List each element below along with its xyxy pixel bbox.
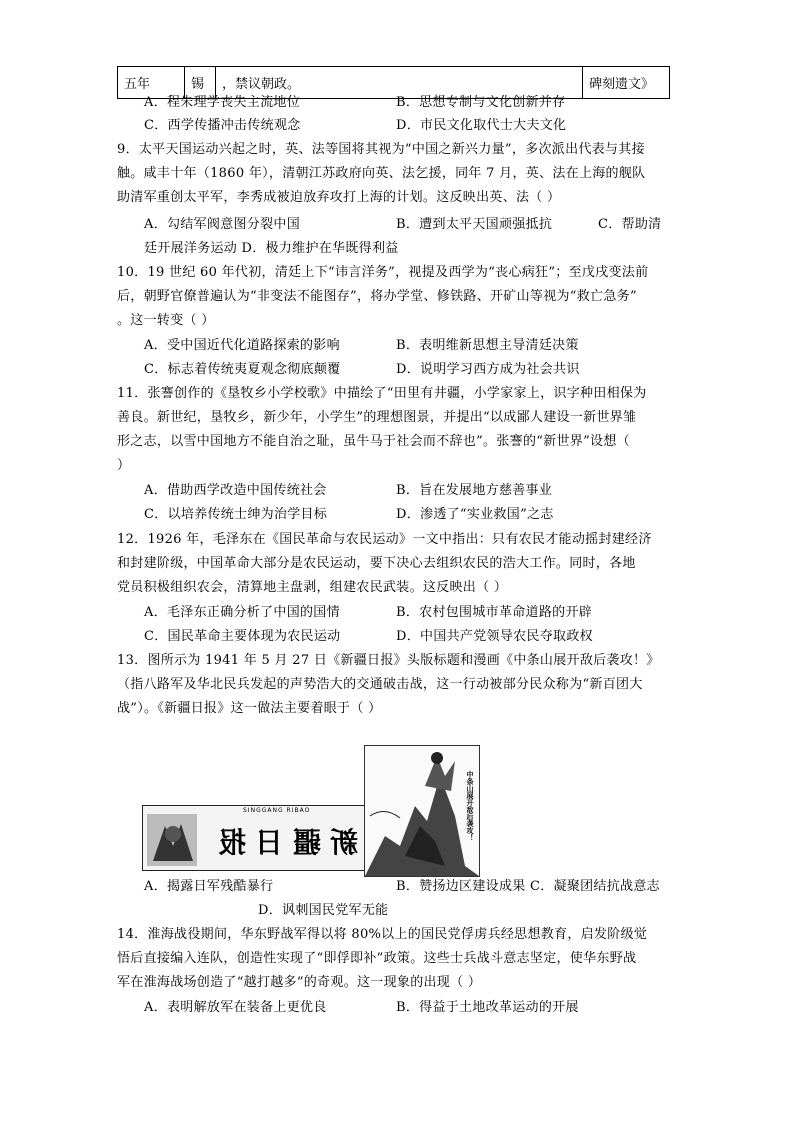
text-line: D．市民文化取代士大夫文化 <box>396 118 567 133</box>
text-line: 。这一转变（ ） <box>117 313 215 328</box>
text-line: （指八路军及华北民兵发起的声势浩大的交通破击战，这一行动被部分民众称为“新百团大 <box>117 677 643 692</box>
mountain-cartoon-icon <box>365 746 479 876</box>
table-cell: 锡 <box>185 67 216 99</box>
text-line: 10．19 世纪 60 年代初，清廷上下“讳言洋务”，视提及西学为“丧心病狂”；至戊戌变法前 <box>117 265 649 280</box>
text-line: 11．张謇创作的《垦牧乡小学校歌》中描绘了“田里有井疆，小学家家上，识字种田相保为 <box>117 386 647 401</box>
text-line: B．得益于土地改革运动的开展 <box>396 1000 579 1015</box>
text-line: D．说明学习西方成为社会共识 <box>396 362 580 377</box>
text-line: C．以培养传统士绅为治学目标 <box>144 507 328 522</box>
text-line: A．勾结军阀意图分裂中国 <box>144 217 300 232</box>
text-line: C．标志着传统夷夏观念彻底颠覆 <box>144 362 341 377</box>
text-line: C．国民革命主要体现为农民运动 <box>144 629 341 644</box>
text-line: C．西学传播冲击传统观念 <box>144 118 301 133</box>
table-cell: ，禁议朝政。 <box>216 67 583 99</box>
table-cell: 五年 <box>118 67 185 99</box>
cartoon-image <box>364 745 480 877</box>
text-line: A．毛泽东正确分析了中国的国情 <box>144 605 340 620</box>
text-line: 军在淮海战场创造了“越打越多”的奇观。这一现象的出现（ ） <box>117 975 482 990</box>
text-line: 助清军重创太平军，李秀成被迫放弃攻打上海的计划。这反映出英、法（ ） <box>117 190 561 205</box>
text-line: 后，朝野官僚普遍认为“非变法不能图存”，将办学堂、修铁路、开矿山等视为“救亡急务” <box>117 289 637 304</box>
text-line: 12．1926 年，毛泽东在《国民革命与农民运动》一文中指出：只有农民才能动摇封建经济 <box>117 532 652 547</box>
text-line: A．揭露日军残酷暴行 <box>144 879 274 894</box>
masthead-ornament-icon <box>143 806 203 870</box>
text-line: D．讽刺国民党军无能 <box>258 903 389 918</box>
text-line: A．借助西学改造中国传统社会 <box>144 483 327 498</box>
text-line: A．程朱理学丧失主流地位 <box>144 95 300 110</box>
text-line: C．帮助清 <box>598 217 662 232</box>
text-line: 廷开展洋务运动 D．极力维护在华既得利益 <box>144 241 399 256</box>
masthead-char: 报 <box>217 826 246 859</box>
text-line: 善良。新世纪，垦牧乡，新少年，小学生”的理想图景，并提出“以成鄙人建设一新世界雏 <box>117 410 637 425</box>
masthead-pinyin: SINGGANG RIBAO <box>243 807 311 814</box>
text-line: ） <box>117 458 131 473</box>
text-line: 9．太平天国运动兴起之时，英、法等国将其视为“中国之新兴力量”，多次派出代表与其接 <box>117 142 645 157</box>
text-line: B．思想专制与文化创新并存 <box>396 95 566 110</box>
masthead-title <box>213 816 363 866</box>
text-line: 14．淮海战役期间，华东野战军得以将 80%以上的国民党俘虏兵经思想教育，启发阶级觉 <box>117 927 648 942</box>
table-cell: 碑刻遗文》 <box>583 67 670 99</box>
text-line: 触。咸丰十年（1860 年），清朝江苏政府向英、法乞援，同年 7 月，英、法在上海的舰队 <box>117 166 646 181</box>
newspaper-masthead <box>142 805 366 871</box>
text-line: 战”）。《新疆日报》这一做法主要着眼于（ ） <box>117 701 382 716</box>
text-line: A．受中国近代化道路探索的影响 <box>144 338 340 353</box>
text-line: 13．图所示为 1941 年 5 月 27 日《新疆日报》头版标题和漫画《中条山展开敌后袭攻！》 <box>117 653 660 668</box>
text-line: D．渗透了“实业救国”之志 <box>396 507 554 522</box>
text-line: 党员积极组织农会，清算地主盘剥，组建农民武装。这反映出（ ） <box>117 580 508 595</box>
text-line: 悟后直接编入连队，创造性实现了“即俘即补”政策。这些士兵战斗意志坚定，使华东野战 <box>117 951 637 966</box>
text-line: B．农村包围城市革命道路的开辟 <box>396 605 593 620</box>
text-line: D．中国共产党领导农民夺取政权 <box>396 629 593 644</box>
text-line: A．表明解放军在装备上更优良 <box>144 1000 327 1015</box>
masthead-char: 疆 <box>292 826 321 859</box>
text-line: B．旨在发展地方慈善事业 <box>396 483 553 498</box>
text-line: B．遭到太平天国顽强抵抗 <box>396 217 553 232</box>
cartoon-caption: 中条山展开敌后袭攻！ <box>466 771 475 841</box>
text-line: B．赞扬边区建设成果 C．凝聚团结抗战意志 <box>396 879 660 894</box>
masthead-char: 日 <box>255 826 284 859</box>
masthead-char: 新 <box>330 826 359 859</box>
text-line: 形之志，以雪中国地方不能自治之耻，虽牛马于社会而不辞也”。张謇的“新世界”设想（ <box>117 434 630 449</box>
text-line: 和封建阶级，中国革命大部分是农民运动，要下决心去组织农民的浩大工作。同时，各地 <box>117 556 636 571</box>
text-line: B．表明维新思想主导清廷决策 <box>396 338 579 353</box>
